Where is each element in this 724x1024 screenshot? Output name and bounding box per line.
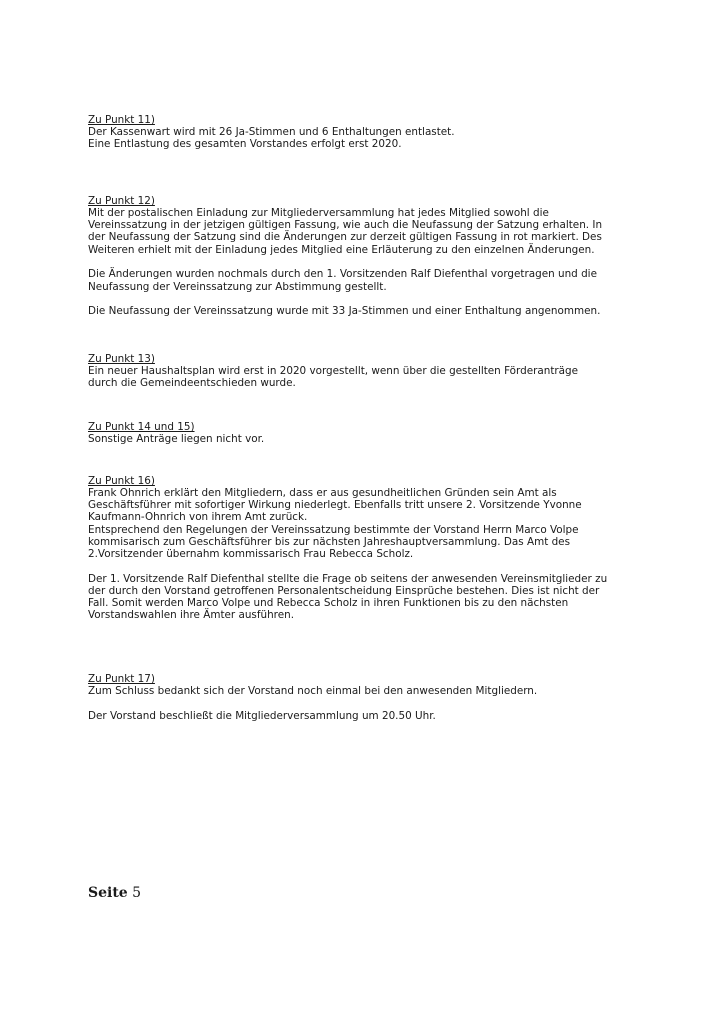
section-heading: Zu Punkt 13) [88, 353, 155, 365]
text-line: Der Vorstand beschließt die Mitgliederversammlung um 20.50 Uhr. [88, 709, 436, 722]
text-line: der Neufassung der Satzung sind die Änderungen zur derzeit gültigen Fassung in rot markiert. Des [88, 231, 602, 244]
page-number-footer [88, 884, 141, 902]
section-punkt-17 [88, 673, 668, 722]
text-line: Die Neufassung der Vereinssatzung wurde mit 33 Ja-Stimmen und einer Enthaltung angenommen. [88, 305, 601, 318]
section-punkt-16 [88, 475, 668, 622]
text-line: Frank Ohnrich erklärt den Mitgliedern, dass er aus gesundheitlichen Gründen sein Amt als [88, 487, 557, 499]
section-heading: Zu Punkt 16) [88, 475, 155, 487]
page-label: Seite [88, 885, 128, 901]
text-line: Mit der postalischen Einladung zur Mitgliederversammlung hat jedes Mitglied sowohl die [88, 207, 549, 219]
text-line: Eine Entlastung des gesamten Vorstandes erfolgt erst 2020. [88, 138, 402, 151]
text-line: Kaufmann-Ohnrich von ihrem Amt zurück. [88, 511, 308, 524]
text-line: Ein neuer Haushaltsplan wird erst in 2020 vorgestellt, wenn über die gestellten Förderanträge [88, 365, 579, 377]
text-line: durch die Gemeindeentschieden wurde. [88, 377, 296, 390]
section-heading: Zu Punkt 17) [88, 673, 155, 685]
text-line: Zum Schluss bedankt sich der Vorstand noch einmal bei den anwesenden Mitgliedern. [88, 685, 538, 697]
section-heading: Zu Punkt 11) [88, 114, 155, 126]
text-line: 2.Vorsitzender übernahm kommissarisch Frau Rebecca Scholz. [88, 548, 414, 561]
section-punkt-11 [88, 114, 668, 150]
text-line: Der Kassenwart wird mit 26 Ja-Stimmen und 6 Enthaltungen entlastet. [88, 126, 455, 138]
text-line: Neufassung der Vereinssatzung zur Abstimmung gestellt. [88, 280, 387, 293]
text-line: Entsprechend den Regelungen der Vereinssatzung bestimmte der Vorstand Herrn Marco Volpe [88, 523, 579, 536]
page-number: 5 [132, 885, 142, 901]
text-line: Vereinssatzung in der jetzigen gültigen Fassung, wie auch die Neufassung der Satzung erhalten. In [88, 219, 603, 232]
text-line: Fall. Somit werden Marco Volpe und Rebecca Scholz in ihren Funktionen bis zu den nächsten [88, 597, 569, 610]
text-line: kommisarisch zum Geschäftsführer bis zur nächsten Jahreshauptversammlung. Das Amt des [88, 535, 570, 548]
section-heading: Zu Punkt 12) [88, 195, 155, 207]
text-line: Geschäftsführer mit sofortiger Wirkung niederlegt. Ebenfalls tritt unsere 2. Vorsitzende Yvonne [88, 499, 582, 512]
text-line: Die Änderungen wurden nochmals durch den 1. Vorsitzenden Ralf Diefenthal vorgetragen und die [88, 268, 597, 281]
section-heading: Zu Punkt 14 und 15) [88, 421, 195, 433]
text-line: Sonstige Anträge liegen nicht vor. [88, 433, 265, 445]
section-punkt-13 [88, 353, 668, 389]
text-line: Der 1. Vorsitzende Ralf Diefenthal stellte die Frage ob seitens der anwesenden Vereinsmitglieder zu [88, 572, 608, 585]
section-punkt-14-15 [88, 421, 668, 445]
text-line: der durch den Vorstand getroffenen Personalentscheidung Einsprüche bestehen. Dies ist nicht der [88, 584, 600, 597]
text-line: Vorstandswahlen ihre Ämter ausführen. [88, 609, 295, 622]
section-punkt-12 [88, 195, 668, 317]
text-line: Weiteren erhielt mit der Einladung jedes Mitglied eine Erläuterung zu den einzelnen Änderungen. [88, 243, 595, 256]
